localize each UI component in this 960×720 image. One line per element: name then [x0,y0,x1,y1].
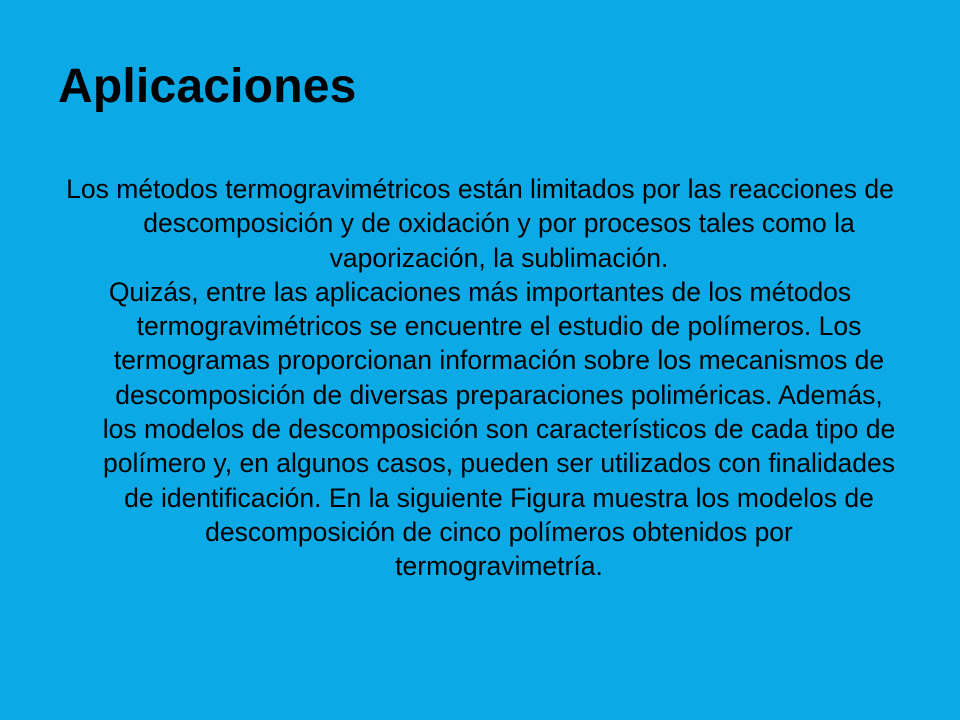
slide-body [60,172,900,584]
body-paragraph-limitations: Los métodos termogravimétricos están limitados por las reacciones de descomposición y de oxidación y por procesos tales como la vaporización, la sublimación. [66,174,894,273]
slide-title: Aplicaciones [58,60,357,113]
body-paragraph-applications: Quizás, entre las aplicaciones más importantes de los métodos termogravimétricos se encuentre el estudio de polímeros. Los termogramas proporcionan información sobre los mecanismos de descomposición de diversas preparaciones poliméricas. Además, los modelos de descomposición son característicos de cada tipo de polímero y, en algunos casos, pueden ser utilizados con finalidades de identificación. En la siguiente Figura muestra los modelos de descomposición de cinco polímeros obtenidos por termogravimetría. [102,276,896,582]
